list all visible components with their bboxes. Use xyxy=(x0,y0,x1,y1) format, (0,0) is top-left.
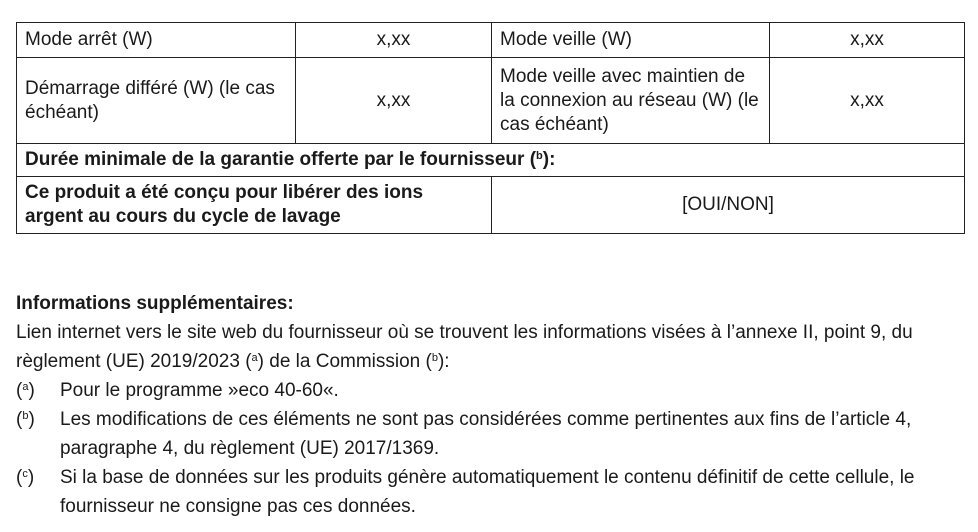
standby-mode-value: x,xx xyxy=(770,23,965,58)
table-row-delay-networked xyxy=(17,58,965,144)
footnote-text: Les modifications de ces éléments ne sont pas considérées comme pertinentes aux fins de l’article 4, paragraphe 4, du règlement (UE) 2017/1369. xyxy=(60,409,912,459)
footnote-text: Si la base de données sur les produits génère automatiquement le contenu définitif de cette cellule, le fournisseur ne consigne pas ces données. xyxy=(60,467,915,517)
specification-table xyxy=(16,22,965,234)
silver-ions-value: [OUI/NON] xyxy=(492,177,965,234)
delay-start-label: Démarrage différé (W) (le cas échéant) xyxy=(17,58,296,144)
footnote-ref-a: a xyxy=(251,352,258,364)
delay-start-value: x,xx xyxy=(296,58,492,144)
networked-standby-label: Mode veille avec maintien de la connexion au réseau (W) (le cas échéant) xyxy=(492,58,770,144)
footnote-text: Pour le programme »eco 40-60«. xyxy=(60,380,339,401)
table-row-guarantee xyxy=(17,144,965,177)
info-text-1: Lien internet vers le site web du fournisseur où se trouvent les informations visées à l’annexe II, point 9, du règlement (UE) 2019/2023 ( xyxy=(16,322,913,372)
additional-information xyxy=(16,289,966,521)
footnote-marker-letter: b xyxy=(22,410,29,422)
networked-standby-value: x,xx xyxy=(770,58,965,144)
off-mode-label: Mode arrêt (W) xyxy=(17,23,296,58)
footnote-marker: ($^c$) xyxy=(16,467,35,488)
footnote-marker-letter: a xyxy=(22,381,29,393)
footnote-ref-b: b xyxy=(536,150,543,162)
info-text-3: ): xyxy=(437,351,450,372)
footnote-marker: ($^a$) xyxy=(16,380,35,401)
info-heading: Informations supplémentaires: xyxy=(16,293,294,314)
footnote-b xyxy=(16,405,966,463)
off-mode-value: x,xx xyxy=(296,23,492,58)
silver-ions-label: Ce produit a été conçu pour libérer des ions argent au cours du cycle de lavage xyxy=(17,177,492,234)
table-row-silver-ions xyxy=(17,177,965,234)
footnote-c xyxy=(16,463,966,521)
footnote-ref-b: b xyxy=(431,352,438,364)
footnote-marker-letter: c xyxy=(22,468,28,480)
standby-mode-label: Mode veille (W) xyxy=(492,23,770,58)
guarantee-text: Durée minimale de la garantie offerte par le fournisseur ( xyxy=(25,149,537,170)
guarantee-label xyxy=(17,144,965,177)
info-text-2: ) de la Commission ( xyxy=(257,351,432,372)
info-paragraph xyxy=(16,318,966,376)
footnote-a xyxy=(16,376,966,405)
guarantee-text-end: ): xyxy=(542,149,556,170)
table-row-off-standby xyxy=(17,23,965,58)
footnote-marker: ($^b$) xyxy=(16,409,35,430)
